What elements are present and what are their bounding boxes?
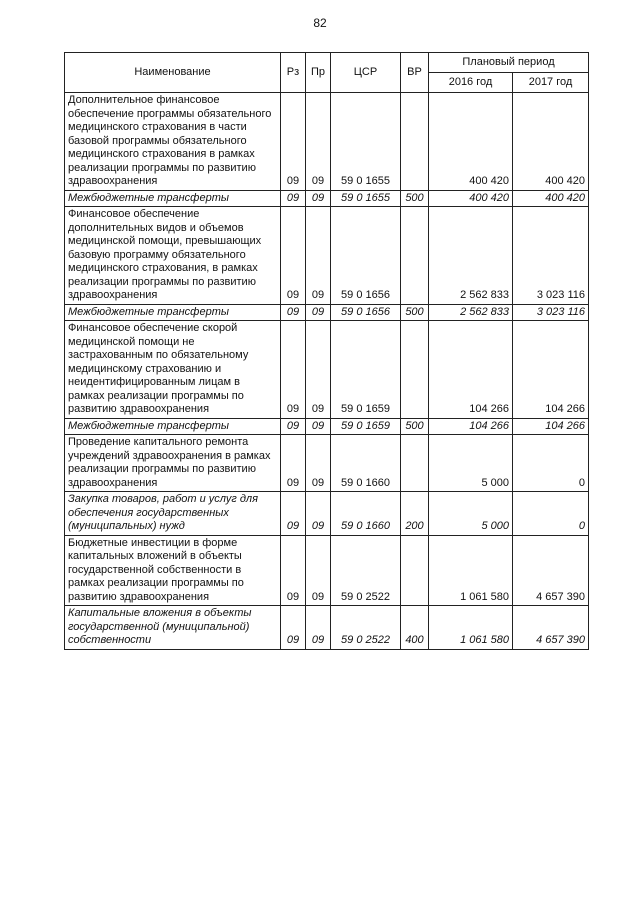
row-vr: 200 — [401, 492, 429, 536]
row-rz: 09 — [281, 304, 306, 321]
row-2017: 0 — [513, 492, 589, 536]
row-pr: 09 — [306, 321, 331, 419]
col-header-rz: Рз — [281, 53, 306, 93]
row-vr — [401, 535, 429, 606]
col-header-2016: 2016 год — [429, 73, 513, 93]
row-csr: 59 0 1655 — [331, 93, 401, 191]
row-2016: 1 061 580 — [429, 535, 513, 606]
row-rz: 09 — [281, 492, 306, 536]
row-pr: 09 — [306, 207, 331, 305]
row-rz: 09 — [281, 606, 306, 650]
row-name: Проведение капитального ремонта учреждений здравоохранения в рамках реализации программы по развитию здравоохранения — [65, 435, 281, 492]
table-row — [65, 606, 589, 650]
page-number: 82 — [313, 16, 327, 30]
row-vr — [401, 93, 429, 191]
col-header-plan-period: Плановый период — [429, 53, 589, 73]
row-rz: 09 — [281, 418, 306, 435]
row-name: Межбюджетные трансферты — [65, 190, 281, 207]
row-csr: 59 0 1660 — [331, 492, 401, 536]
row-name: Финансовое обеспечение дополнительных видов и объемов медицинской помощи, превышающих базовую программу обязательного медицинского страхования, в рамках реализации программы по развитию здравоохранения — [65, 207, 281, 305]
table-row — [65, 418, 589, 435]
row-2017: 0 — [513, 435, 589, 492]
row-name: Закупка товаров, работ и услуг для обеспечения государственных (муниципальных) нужд — [65, 492, 281, 536]
row-vr: 500 — [401, 418, 429, 435]
row-vr: 500 — [401, 304, 429, 321]
row-pr: 09 — [306, 304, 331, 321]
row-csr: 59 0 1656 — [331, 304, 401, 321]
row-2017: 4 657 390 — [513, 606, 589, 650]
row-pr: 09 — [306, 535, 331, 606]
row-csr: 59 0 1659 — [331, 321, 401, 419]
row-pr: 09 — [306, 418, 331, 435]
row-rz: 09 — [281, 435, 306, 492]
row-pr: 09 — [306, 606, 331, 650]
row-2016: 5 000 — [429, 435, 513, 492]
row-name: Финансовое обеспечение скорой медицинской помощи не застрахованным по обязательному медицинскому страхованию и неидентифицированным лицам в рамках реализации программы по развитию здравоохранения — [65, 321, 281, 419]
row-vr: 400 — [401, 606, 429, 650]
col-header-pr: Пр — [306, 53, 331, 93]
row-name: Межбюджетные трансферты — [65, 304, 281, 321]
table-row — [65, 535, 589, 606]
row-2017: 4 657 390 — [513, 535, 589, 606]
row-2016: 1 061 580 — [429, 606, 513, 650]
row-pr: 09 — [306, 190, 331, 207]
row-vr — [401, 321, 429, 419]
row-2016: 2 562 833 — [429, 207, 513, 305]
row-2017: 400 420 — [513, 190, 589, 207]
row-2016: 400 420 — [429, 190, 513, 207]
row-2016: 104 266 — [429, 418, 513, 435]
row-csr: 59 0 1660 — [331, 435, 401, 492]
row-2017: 400 420 — [513, 93, 589, 191]
table-row — [65, 207, 589, 305]
row-2016: 2 562 833 — [429, 304, 513, 321]
col-header-csr: ЦСР — [331, 53, 401, 93]
table-row — [65, 190, 589, 207]
row-pr: 09 — [306, 93, 331, 191]
row-2017: 104 266 — [513, 321, 589, 419]
row-csr: 59 0 2522 — [331, 535, 401, 606]
row-2016: 5 000 — [429, 492, 513, 536]
row-2017: 3 023 116 — [513, 207, 589, 305]
col-header-vr: ВР — [401, 53, 429, 93]
row-rz: 09 — [281, 207, 306, 305]
row-vr — [401, 207, 429, 305]
row-csr: 59 0 1655 — [331, 190, 401, 207]
row-name: Дополнительное финансовое обеспечение программы обязательного медицинского страхования в части базовой программы обязательного медицинского страхования в рамках реализации программы по развитию здравоохранения — [65, 93, 281, 191]
row-2017: 3 023 116 — [513, 304, 589, 321]
row-pr: 09 — [306, 435, 331, 492]
row-2016: 104 266 — [429, 321, 513, 419]
table-row — [65, 304, 589, 321]
table-row — [65, 93, 589, 191]
row-vr — [401, 435, 429, 492]
row-csr: 59 0 1659 — [331, 418, 401, 435]
row-rz: 09 — [281, 535, 306, 606]
col-header-2017: 2017 год — [513, 73, 589, 93]
col-header-name: Наименование — [65, 53, 281, 93]
table-row — [65, 435, 589, 492]
row-2016: 400 420 — [429, 93, 513, 191]
budget-table — [64, 52, 589, 650]
row-pr: 09 — [306, 492, 331, 536]
table-row — [65, 321, 589, 419]
row-csr: 59 0 1656 — [331, 207, 401, 305]
row-rz: 09 — [281, 190, 306, 207]
row-csr: 59 0 2522 — [331, 606, 401, 650]
row-2017: 104 266 — [513, 418, 589, 435]
table-row — [65, 492, 589, 536]
row-rz: 09 — [281, 93, 306, 191]
row-vr: 500 — [401, 190, 429, 207]
row-rz: 09 — [281, 321, 306, 419]
row-name: Капитальные вложения в объекты государственной (муниципальной) собственности — [65, 606, 281, 650]
row-name: Бюджетные инвестиции в форме капитальных вложений в объекты государственной собственности в рамках реализации программы по развитию здравоохранения — [65, 535, 281, 606]
row-name: Межбюджетные трансферты — [65, 418, 281, 435]
